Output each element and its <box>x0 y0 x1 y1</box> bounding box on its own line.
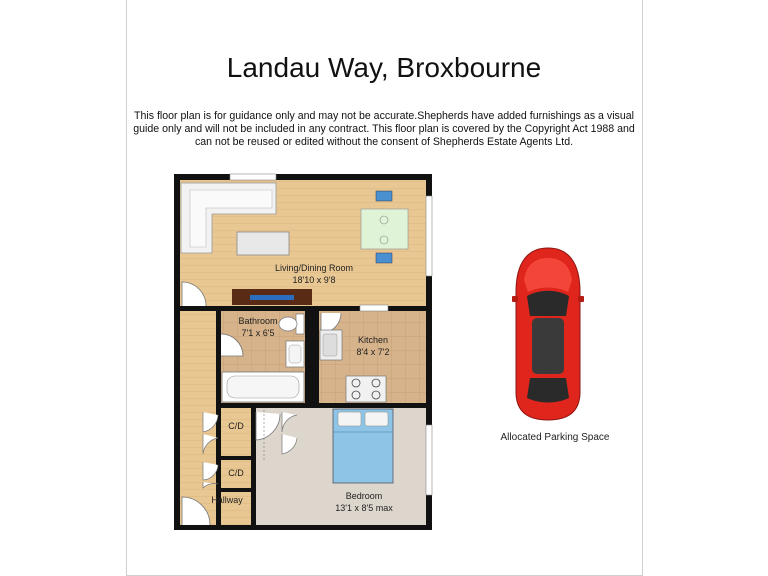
coffee-table-icon <box>237 232 289 255</box>
hob-icon <box>346 376 386 402</box>
window <box>360 305 388 311</box>
sink-icon <box>320 330 342 360</box>
bed-icon <box>333 409 393 483</box>
bathroom-label: Bathroom <box>238 316 278 326</box>
car-icon <box>512 248 584 420</box>
bathroom-size: 7'1 x 6'5 <box>241 328 275 338</box>
cupboard-1-label: C/D <box>228 421 244 431</box>
parking-caption: Allocated Parking Space <box>500 432 610 443</box>
kitchen-size: 8'4 x 7'2 <box>356 347 390 357</box>
disclaimer-text: This floor plan is for guidance only and may not be accurate.Shepherds have added furnishings as a visual guide only and will not be included in any contract. This floor plan is covered by the Copyright Act 1988 and can not be reused or edited without the consent of Shepherds Estate Agents Ltd. <box>133 110 635 148</box>
bedroom-label: Bedroom <box>345 491 383 501</box>
hallway-label: Hallway <box>211 495 243 505</box>
window <box>426 196 432 276</box>
bedroom-size: 13'1 x 8'5 max <box>335 503 393 513</box>
kitchen-wall <box>310 311 319 403</box>
cupboard-2-label: C/D <box>228 468 244 478</box>
window <box>230 174 276 180</box>
kitchen-label: Kitchen <box>357 335 389 345</box>
bath-icon <box>222 372 304 402</box>
basin-icon <box>286 341 304 367</box>
page-title: Landau Way, Broxbourne <box>226 52 542 83</box>
cupboard-1-floor <box>221 408 251 456</box>
tv-unit-icon <box>232 289 312 305</box>
living-room-size: 18'10 x 9'8 <box>292 275 336 285</box>
window <box>426 425 432 495</box>
living-room-label: Living/Dining Room <box>274 263 354 273</box>
